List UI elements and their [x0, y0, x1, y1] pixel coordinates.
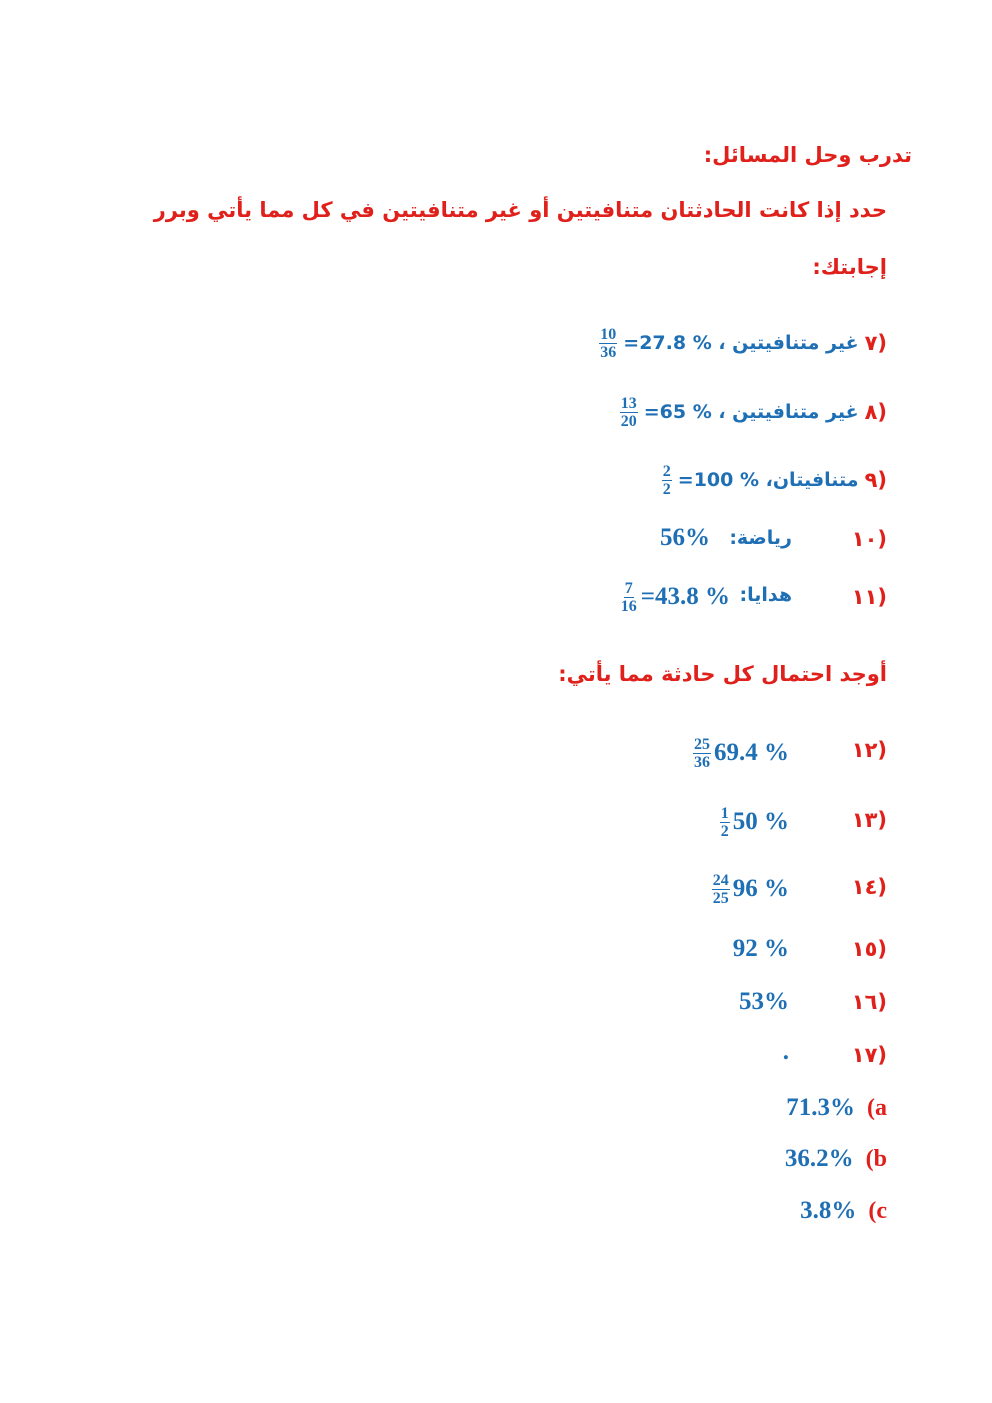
list-item: [800, 1197, 887, 1225]
fraction: $\frac{13}{20}$: [620, 394, 637, 430]
item-number: (b: [865, 1145, 887, 1172]
item-answer: 56%: [660, 524, 710, 551]
item-answer: 96 %: [732, 875, 789, 902]
item-answer: 92 %: [732, 935, 789, 962]
section-heading-2: أوجد احتمال كل حادثة مما يأتي:: [558, 662, 887, 686]
item-answer: 36.2%: [784, 1145, 854, 1172]
list-item: [662, 455, 887, 505]
item-number: ١١): [851, 585, 887, 609]
item-number: ١٧): [851, 1043, 887, 1067]
item-answer: 53%: [739, 988, 789, 1015]
item-number: ١٠): [851, 527, 887, 551]
fraction: $\frac{7}{16}$: [620, 579, 637, 615]
fraction: $\frac{24}{25}$: [712, 871, 729, 907]
item-answer: .: [782, 1038, 789, 1065]
instruction-line-2: إجابتك:: [812, 255, 887, 279]
item-answer: غير متنافيتين ، % 27.8=: [623, 332, 859, 354]
item-number: (a: [867, 1094, 887, 1121]
item-number: ٨): [864, 400, 887, 424]
item-number: ١٦): [851, 990, 887, 1014]
fraction: $\frac{1}{2}$: [720, 804, 729, 840]
fraction: $\frac{10}{36}$: [600, 325, 617, 361]
item-answer: 50 %: [732, 808, 789, 835]
fraction: $\frac{25}{36}$: [694, 735, 710, 771]
item-answer-group: [712, 864, 789, 914]
item-answer: متنافيتان، % 100=: [677, 469, 859, 491]
item-number: ١٢): [851, 738, 887, 762]
item-number: ٩): [864, 468, 887, 492]
list-item: [599, 318, 887, 368]
item-number: ١٣): [851, 808, 887, 832]
item-answer-group: [693, 728, 789, 778]
section-heading: تدرب وحل المسائل:: [703, 143, 912, 167]
list-item: [785, 1145, 887, 1173]
item-number: (c: [868, 1197, 887, 1224]
list-item: [786, 1094, 887, 1122]
item-answer: 71.3%: [786, 1094, 855, 1121]
instruction-line-1: حدد إذا كانت الحادثتان متنافيتين أو غير متنافيتين في كل مما يأتي وبرر: [153, 198, 887, 222]
fraction: $\frac{2}{2}$: [662, 462, 671, 498]
item-number: ١٤): [851, 875, 887, 899]
item-number: ٧): [864, 331, 887, 355]
item-number: ١٥): [851, 937, 887, 961]
item-answer-group: [720, 797, 789, 847]
item-answer: 3.8%: [800, 1197, 857, 1224]
item-answer: غير متنافيتين ، % 65=: [643, 401, 859, 423]
item-word: هدايا:: [739, 584, 792, 606]
item-answer: 69.4 %: [714, 739, 789, 766]
item-answer: % 43.8=: [640, 583, 730, 610]
item-word: رياضة:: [729, 527, 792, 549]
list-item: [620, 387, 887, 437]
item-answer-group: [620, 572, 730, 622]
